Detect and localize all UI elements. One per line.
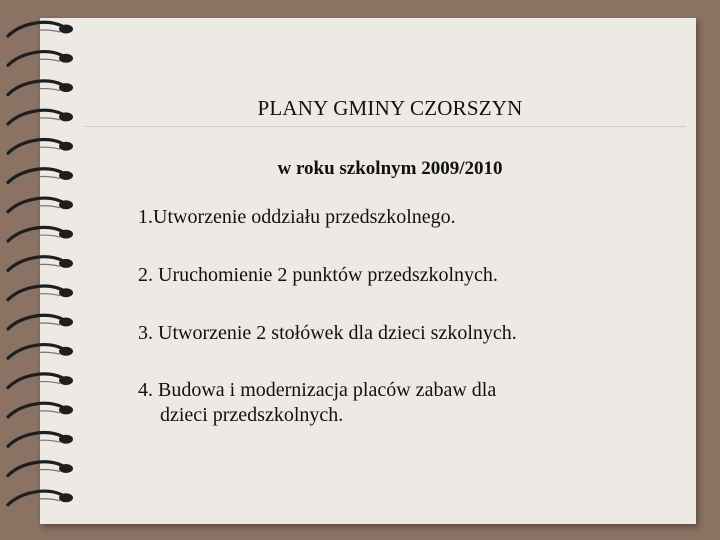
- list-item: 3. Utworzenie 2 stołówek dla dzieci szkolnych.: [138, 322, 517, 344]
- slide-title: PLANY GMINY CZORSZYN: [257, 96, 523, 120]
- list-item-line: dzieci przedszkolnych.: [160, 404, 344, 426]
- title-rule: [84, 126, 686, 127]
- list-item: [138, 378, 598, 428]
- list-item: 2. Uruchomienie 2 punktów przedszkolnych.: [138, 264, 498, 286]
- list-item-line: 4. Budowa i modernizacja placów zabaw dla: [138, 379, 497, 401]
- list-item: 1.Utworzenie oddziału przedszkolnego.: [138, 206, 456, 228]
- spiral-binding-icon: [0, 0, 95, 540]
- slide-subtitle: w roku szkolnym 2009/2010: [277, 158, 503, 179]
